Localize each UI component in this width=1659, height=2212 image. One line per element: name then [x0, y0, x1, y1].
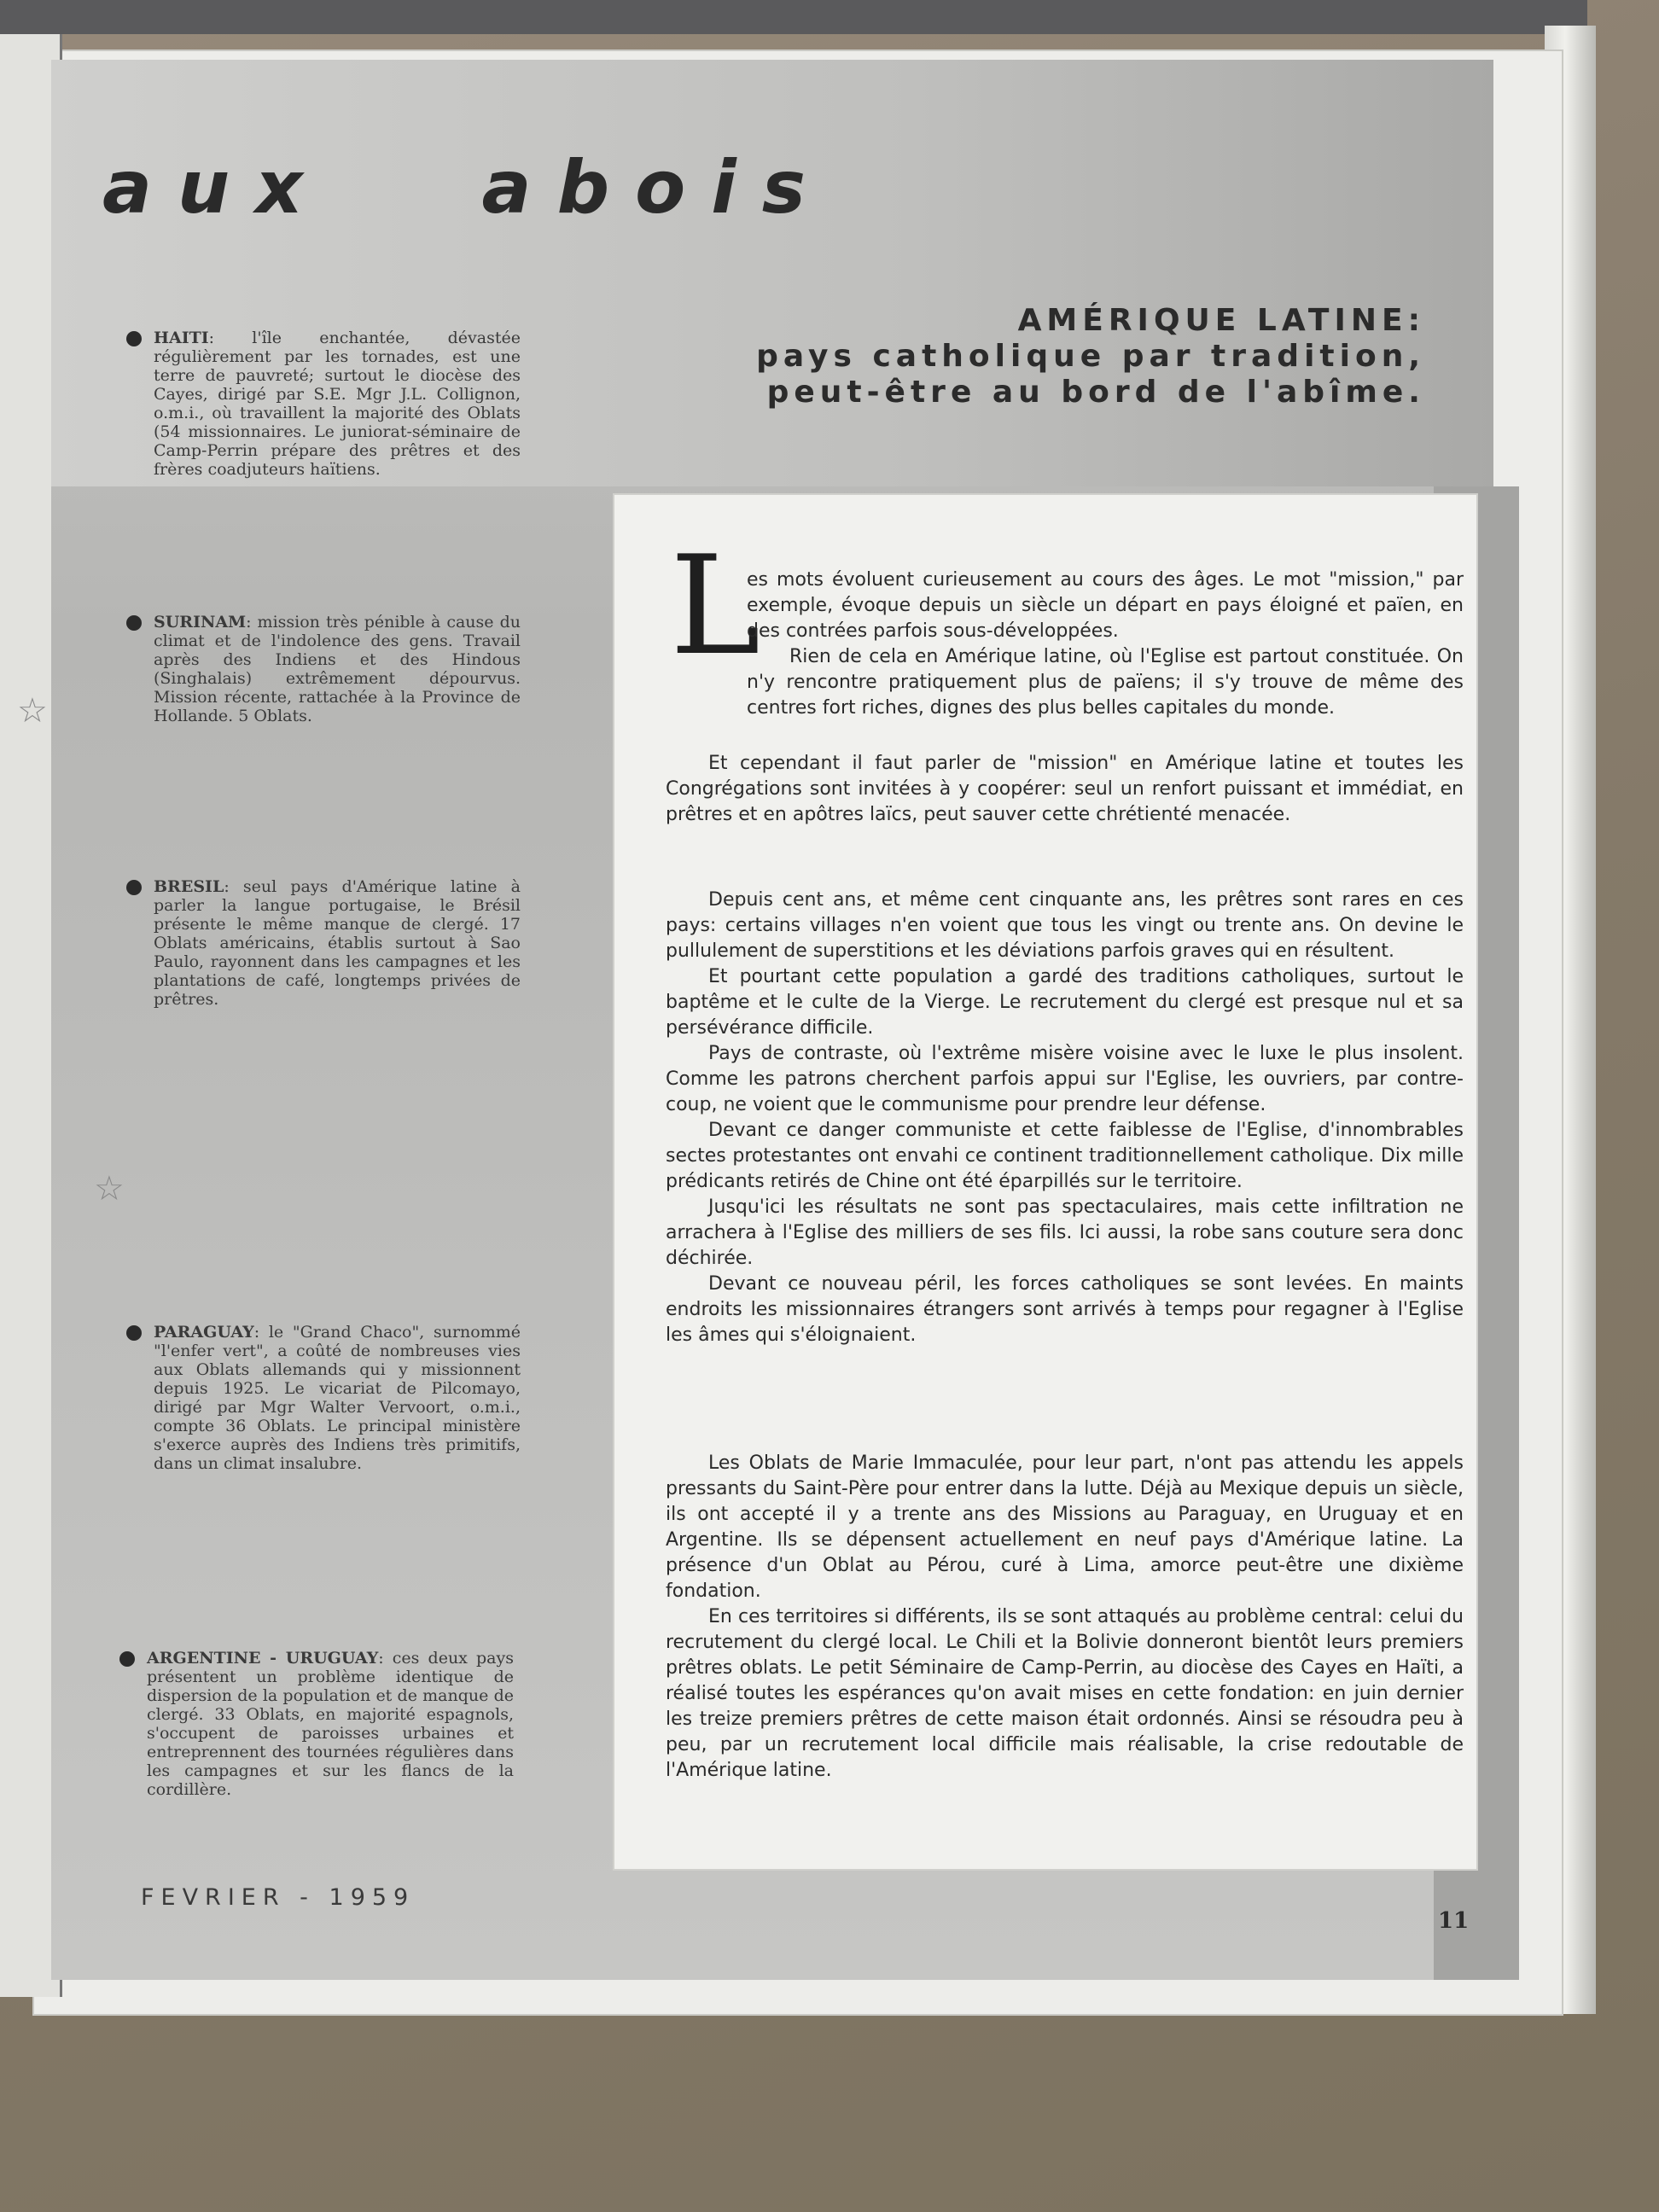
sidebar-text: : ces deux pays présentent un problème identique de dispersion de la population et de manque de clergé. 33 Oblats, en majorité espagnols, s'occupent de paroisses urbaines et entreprennent des tournées régulières dans les campagnes et sur les flancs de la cordillère.	[147, 1649, 514, 1799]
sidebar-text: : l'île enchantée, dévastée régulièrement par les tornades, est une terre de pauvreté; surtout le diocèse des Cayes, dirigé par S.E. Mgr J.L. Collignon, o.m.i., où travaillent la majorité des Oblats (54 missionnaires. Le juniorat-séminaire de Camp-Perrin prépare des prêtres et des frères coadjuteurs haïtiens.	[154, 329, 521, 479]
headline	[742, 303, 1425, 410]
star-decoration-icon: ☆	[94, 1169, 125, 1208]
bullet-icon	[126, 880, 142, 895]
article-paragraph: En ces territoires si différents, ils se sont attaqués au problème central: celui du recrutement du clergé local. Le Chili et la Bolivie donneront bientôt leurs premiers prêtres oblats. Le petit Séminaire de Camp-Perrin, au diocèse des Cayes en Haïti, a réalisé toutes les espérances qu'on avait mises en cette fondation: en juin dernier les treize premiers prêtres de cette maison était ordonnés. Ainsi se résoudra peu à peu, par un recrutement local difficile mais réalisable, la crise redoutable de l'Amérique latine.	[666, 1606, 1464, 1781]
page-number: 11	[1438, 1908, 1470, 1934]
sidebar-place: SURINAM	[154, 613, 247, 632]
bullet-icon	[126, 615, 142, 631]
bullet-icon	[126, 331, 142, 346]
article-paragraph: Jusqu'ici les résultats ne sont pas spectaculaires, mais cette infiltration ne arrachera à l'Eglise des milliers de ses fils. Ici aussi, la robe sans couture sera donc déchirée.	[666, 1196, 1464, 1269]
sidebar-text: : mission très pénible à cause du climat et de l'indolence des gens. Travail après des Indiens et des Hindous (Singhalais) extrêmement dépourvus. Mission récente, rattachée à la Province de Hollande. 5 Oblats.	[154, 613, 521, 725]
article-paragraph: Et cependant il faut parler de "mission" en Amérique latine et toutes les Congrégations sont invitées à y coopérer: seul un renfort puissant et immédiat, en prêtres et en apôtres laïcs, peut sauver cette chrétienté menacée.	[666, 753, 1464, 825]
article-intro	[747, 568, 1464, 721]
article-paragraph: Rien de cela en Amérique latine, où l'Eglise est partout constituée. On n'y rencontre pratiquement plus de païens; il s'y trouve de même des centres fort riches, dignes des plus belles capitales du monde.	[747, 646, 1464, 719]
sidebar-item-argentine-uruguay	[147, 1649, 514, 1799]
article-paragraph: Devant ce nouveau péril, les forces catholiques se sont levées. En maints endroits les missionnaires étrangers sont arrivés à temps pour regagner à l'Eglise les âmes qui s'éloignaient.	[666, 1273, 1464, 1346]
bullet-icon	[119, 1651, 135, 1667]
sidebar-item-surinam	[154, 613, 521, 725]
sidebar-place: ARGENTINE - URUGUAY	[147, 1649, 379, 1668]
drop-cap: L	[670, 526, 761, 685]
sidebar-item-paraguay	[154, 1323, 521, 1473]
article-paragraph: Devant ce danger communiste et cette faiblesse de l'Eglise, d'innombrables sectes protestantes ont envahi ce continent traditionnellement catholique. Dix mille prédicants retirés de Chine ont été éparpillés sur le territoire.	[666, 1120, 1464, 1192]
star-decoration-icon: ☆	[17, 691, 48, 731]
article-block-1	[666, 751, 1464, 828]
headline-line-1: AMÉRIQUE LATINE:	[1017, 303, 1425, 338]
footer-date: FEVRIER - 1959	[141, 1884, 416, 1911]
sidebar-text: : seul pays d'Amérique latine à parler la langue portugaise, le Brésil présente le même manque de clergé. 17 Oblats américains, établis surtout à Sao Paulo, rayonnent dans les campagnes et les plantations de café, longtemps privées de prêtres.	[154, 877, 521, 1009]
sidebar-place: HAITI	[154, 329, 209, 347]
page-title: aux abois	[102, 145, 831, 230]
article-paragraph: Depuis cent ans, et même cent cinquante ans, les prêtres sont rares en ces pays: certains villages n'en voient que tous les vingt ou trente ans. On devine le pullulement de superstitions et les déviations parfois graves qui en résultent.	[666, 889, 1464, 962]
article-box	[614, 495, 1476, 1869]
sidebar-place: PARAGUAY	[154, 1323, 254, 1342]
article-paragraph: Les Oblats de Marie Immaculée, pour leur part, n'ont pas attendu les appels pressants du Saint-Père pour entrer dans la lutte. Déjà au Mexique depuis un siècle, ils ont accepté il y a trente ans des Missions au Paraguay, en Uruguay et en Argentine. Ils se dépensent actuellement en neuf pays d'Amérique latine. La présence d'un Oblat au Pérou, curé à Lima, amorce peut-être une dixième fondation.	[666, 1452, 1464, 1602]
binder-top-strip	[0, 0, 1587, 34]
sidebar-place: BRESIL	[154, 877, 224, 896]
sidebar-text: : le "Grand Chaco", surnommé "l'enfer vert", a coûté de nombreuses vies aux Oblats allemands qui y missionnent depuis 1925. Le vicariat de Pilcomayo, dirigé par Mgr Walter Vervoort, o.m.i., compte 36 Oblats. Le principal ministère s'exerce auprès des Indiens très primitifs, dans un climat insalubre.	[154, 1323, 521, 1473]
sidebar-item-bresil	[154, 877, 521, 1009]
article-paragraph: Et pourtant cette population a gardé des traditions catholiques, surtout le baptême et le culte de la Vierge. Le recrutement du clergé est presque nul et sa persévérance difficile.	[666, 966, 1464, 1039]
article-block-2	[666, 888, 1464, 1348]
sidebar-item-haiti	[154, 329, 521, 479]
article-paragraph: Pays de contraste, où l'extrême misère voisine avec le luxe le plus insolent. Comme les patrons cherchent parfois appui sur l'Eglise, les ouvriers, par contre-coup, ne voient que le communisme pour prendre leur défense.	[666, 1043, 1464, 1115]
headline-line-2: pays catholique par tradition,	[756, 339, 1425, 374]
headline-line-3: peut-être au bord de l'abîme.	[766, 375, 1425, 410]
article-paragraph: es mots évoluent curieusement au cours des âges. Le mot "mission," par exemple, évoque depuis un siècle un départ en pays éloigné et païen, en des contrées parfois sous-développées.	[747, 569, 1464, 642]
bullet-icon	[126, 1325, 142, 1341]
article-block-3	[666, 1451, 1464, 1784]
